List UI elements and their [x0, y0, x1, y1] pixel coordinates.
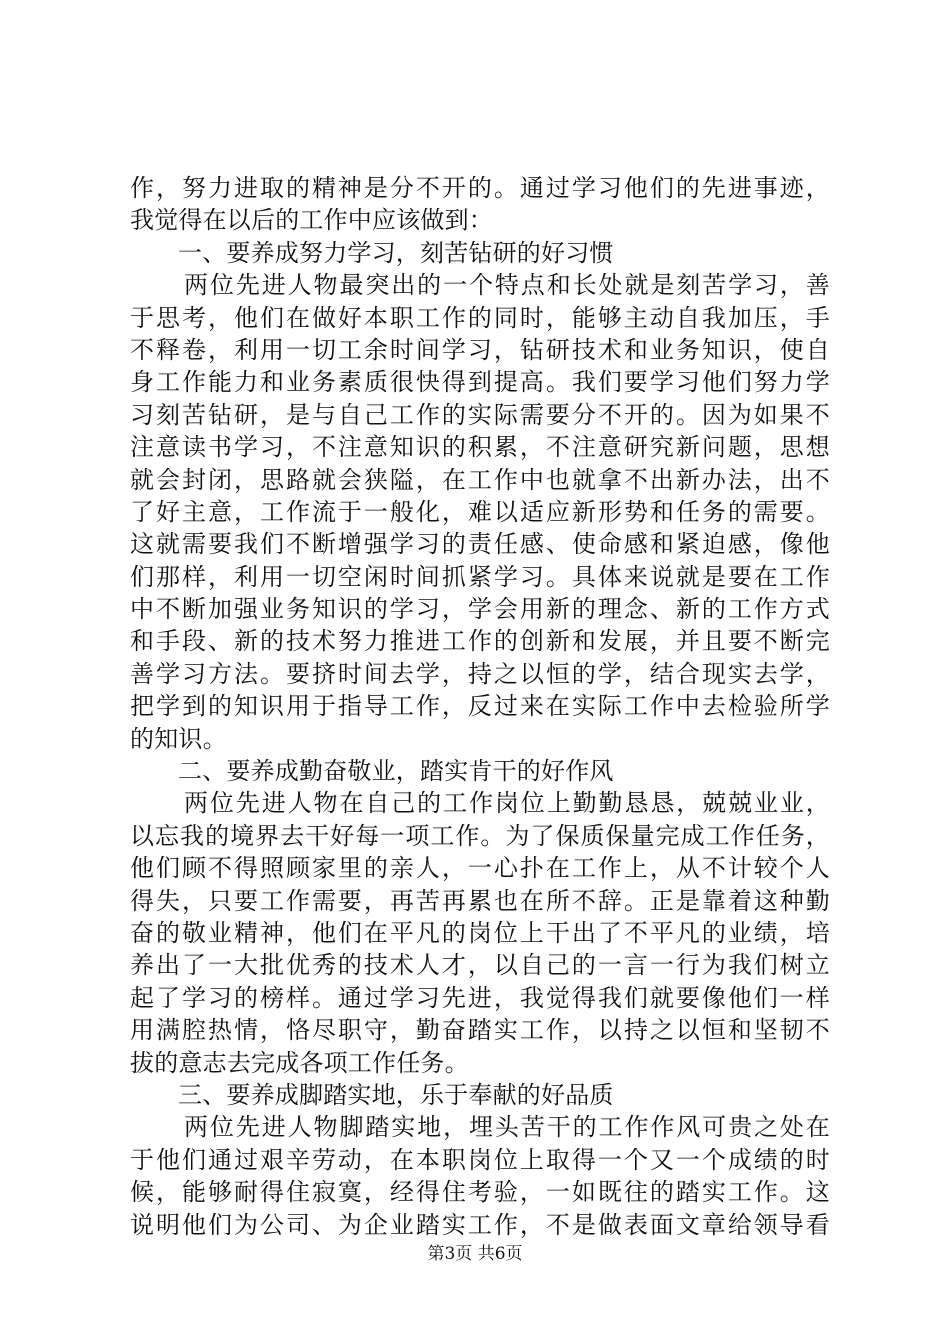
- text-line: 善学习方法。要挤时间去学，持之以恒的学，结合现实去学，: [130, 659, 830, 688]
- text-line: 拔的意志去完成各项工作任务。: [130, 1048, 469, 1077]
- text-line: 不释卷，利用一切工余时间学习，钻研技术和业务知识，使自: [130, 335, 830, 364]
- text-line: 和手段、新的技术努力推进工作的创新和发展，并且要不断完: [130, 627, 830, 656]
- page-number: 第3页 共6页: [427, 1244, 523, 1264]
- text-line: 得失，只要工作需要，再苦再累也在所不辞。正是靠着这种勤: [130, 886, 830, 915]
- text-line: 就会封闭，思路就会狭隘，在工作中也就拿不出新办法，出不: [130, 465, 830, 494]
- text-line: 习刻苦钻研，是与自己工作的实际需要分不开的。因为如果不: [130, 400, 830, 429]
- text-line: 起了学习的榜样。通过学习先进，我觉得我们就要像他们一样: [130, 983, 830, 1012]
- text-line: 作，努力进取的精神是分不开的。通过学习他们的先进事迹，: [130, 174, 830, 202]
- text-line: 我觉得在以后的工作中应该做到：: [130, 206, 493, 235]
- text-line: 了好主意，工作流于一般化，难以适应新形势和任务的需要。: [130, 497, 830, 526]
- text-line: 注意读书学习，不注意知识的积累，不注意研究新问题，思想: [130, 433, 830, 462]
- section-heading: 三、要养成脚踏实地，乐于奉献的好品质: [178, 1080, 614, 1109]
- text-line: 两位先进人物在自己的工作岗位上勤勤恳恳，兢兢业业，: [184, 789, 830, 818]
- text-line: 候，能够耐得住寂寞，经得住考验，一如既往的踏实工作。这: [130, 1178, 830, 1207]
- text-line: 用满腔热情，恪尽职守，勤奋踏实工作，以持之以恒和坚韧不: [130, 1016, 830, 1045]
- text-line: 们那样，利用一切空闲时间抓紧学习。具体来说就是要在工作: [130, 562, 830, 591]
- text-line: 的知识。: [130, 724, 227, 753]
- text-line: 中不断加强业务知识的学习，学会用新的理念、新的工作方式: [130, 595, 830, 624]
- text-line: 于思考，他们在做好本职工作的同时，能够主动自我加压，手: [130, 303, 830, 332]
- text-line: 以忘我的境界去干好每一项工作。为了保质保量完成工作任务，: [130, 821, 830, 850]
- text-line: 奋的敬业精神，他们在平凡的岗位上干出了不平凡的业绩，培: [130, 918, 830, 947]
- text-line: 说明他们为公司、为企业踏实工作，不是做表面文章给领导看: [130, 1210, 830, 1239]
- text-line: 这就需要我们不断增强学习的责任感、使命感和紧迫感，像他: [130, 530, 830, 559]
- document-body: [130, 172, 830, 1241]
- text-line: 把学到的知识用于指导工作，反过来在实际工作中去检验所学: [130, 692, 830, 721]
- text-line: 于他们通过艰辛劳动，在本职岗位上取得一个又一个成绩的时: [130, 1145, 830, 1174]
- text-line: 身工作能力和业务素质很快得到提高。我们要学习他们努力学: [130, 368, 830, 397]
- text-line: 他们顾不得照顾家里的亲人，一心扑在工作上，从不计较个人: [130, 854, 830, 883]
- text-line: 两位先进人物最突出的一个特点和长处就是刻苦学习，善: [184, 271, 830, 300]
- text-line: 两位先进人物脚踏实地，埋头苦干的工作作风可贵之处在: [184, 1113, 830, 1142]
- section-heading: 二、要养成勤奋敬业，踏实肯干的好作风: [178, 757, 614, 786]
- section-heading: 一、要养成努力学习，刻苦钻研的好习惯: [178, 238, 614, 267]
- text-line: 养出了一大批优秀的技术人才，以自己的一言一行为我们树立: [130, 951, 830, 980]
